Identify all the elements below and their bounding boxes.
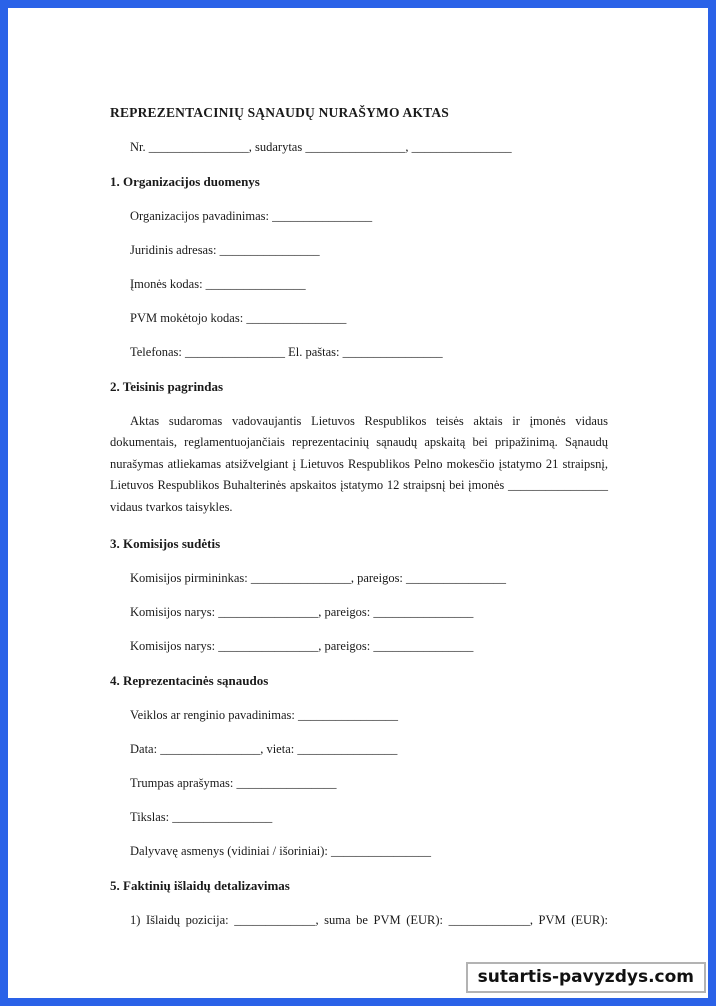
watermark-label: sutartis-pavyzdys.com xyxy=(477,967,694,987)
field-legal-address: Juridinis adresas: ________________ xyxy=(130,243,320,257)
field-commission-chairman: Komisijos pirmininkas: ________________, pareigos: ________________ xyxy=(130,571,507,586)
field-company-code: Įmonės kodas: ________________ xyxy=(130,277,306,291)
field-short-description: Trumpas aprašymas: ________________ xyxy=(130,776,337,791)
field-purpose: Tikslas: ________________ xyxy=(130,810,273,825)
section-5-heading: 5. Faktinių išlaidų detalizavimas xyxy=(110,878,290,894)
field-expense-item-1: 1) Išlaidų pozicija: _____________, suma be PVM (EUR): _____________, PVM (EUR): xyxy=(130,913,608,928)
field-phone-email: Telefonas: ________________ El. paštas: ________________ xyxy=(130,345,443,359)
watermark-badge xyxy=(466,962,706,993)
section-3-heading: 3. Komisijos sudėtis xyxy=(110,536,221,552)
section-4-heading: 4. Reprezentacinės sąnaudos xyxy=(110,673,269,689)
field-organization-name: Organizacijos pavadinimas: ________________ xyxy=(130,209,373,223)
field-date-place: Data: ________________, vieta: ________________ xyxy=(130,742,398,757)
field-commission-member-1: Komisijos narys: ________________, pareigos: ________________ xyxy=(130,605,474,620)
document-content xyxy=(8,8,708,931)
document-title: REPREZENTACINIŲ SĄNAUDŲ NURAŠYMO AKTAS xyxy=(110,105,450,120)
field-commission-member-2: Komisijos narys: ________________, pareigos: ________________ xyxy=(130,639,474,654)
section-2-heading: 2. Teisinis pagrindas xyxy=(110,379,224,394)
field-event-name: Veiklos ar renginio pavadinimas: ________________ xyxy=(130,708,399,723)
section-1-heading: 1. Organizacijos duomenys xyxy=(110,174,260,189)
document-number-line: Nr. ________________, sudarytas ________________, ________________ xyxy=(130,140,512,154)
field-vat-code: PVM mokėtojo kodas: ________________ xyxy=(130,311,347,325)
legal-basis-paragraph: Aktas sudaromas vadovaujantis Lietuvos Respublikos teisės aktais ir įmonės vidaus dokumentais, reglamentuojančiais reprezentacinių sąnaudų apskaitą bei pripažinimą. Sąnaudų nurašymas atliekamas atsižvelgiant į Lietuvos Respublikos Pelno mokesčio įstatymo 21 straipsnį, Lietuvos Respublikos Buhalterinės apskaitos įstatymo 12 straipsnį bei įmonės ________________ vidaus tvarkos taisykles. xyxy=(110,414,608,514)
field-participants: Dalyvavę asmenys (vidiniai / išoriniai): ________________ xyxy=(130,844,431,859)
